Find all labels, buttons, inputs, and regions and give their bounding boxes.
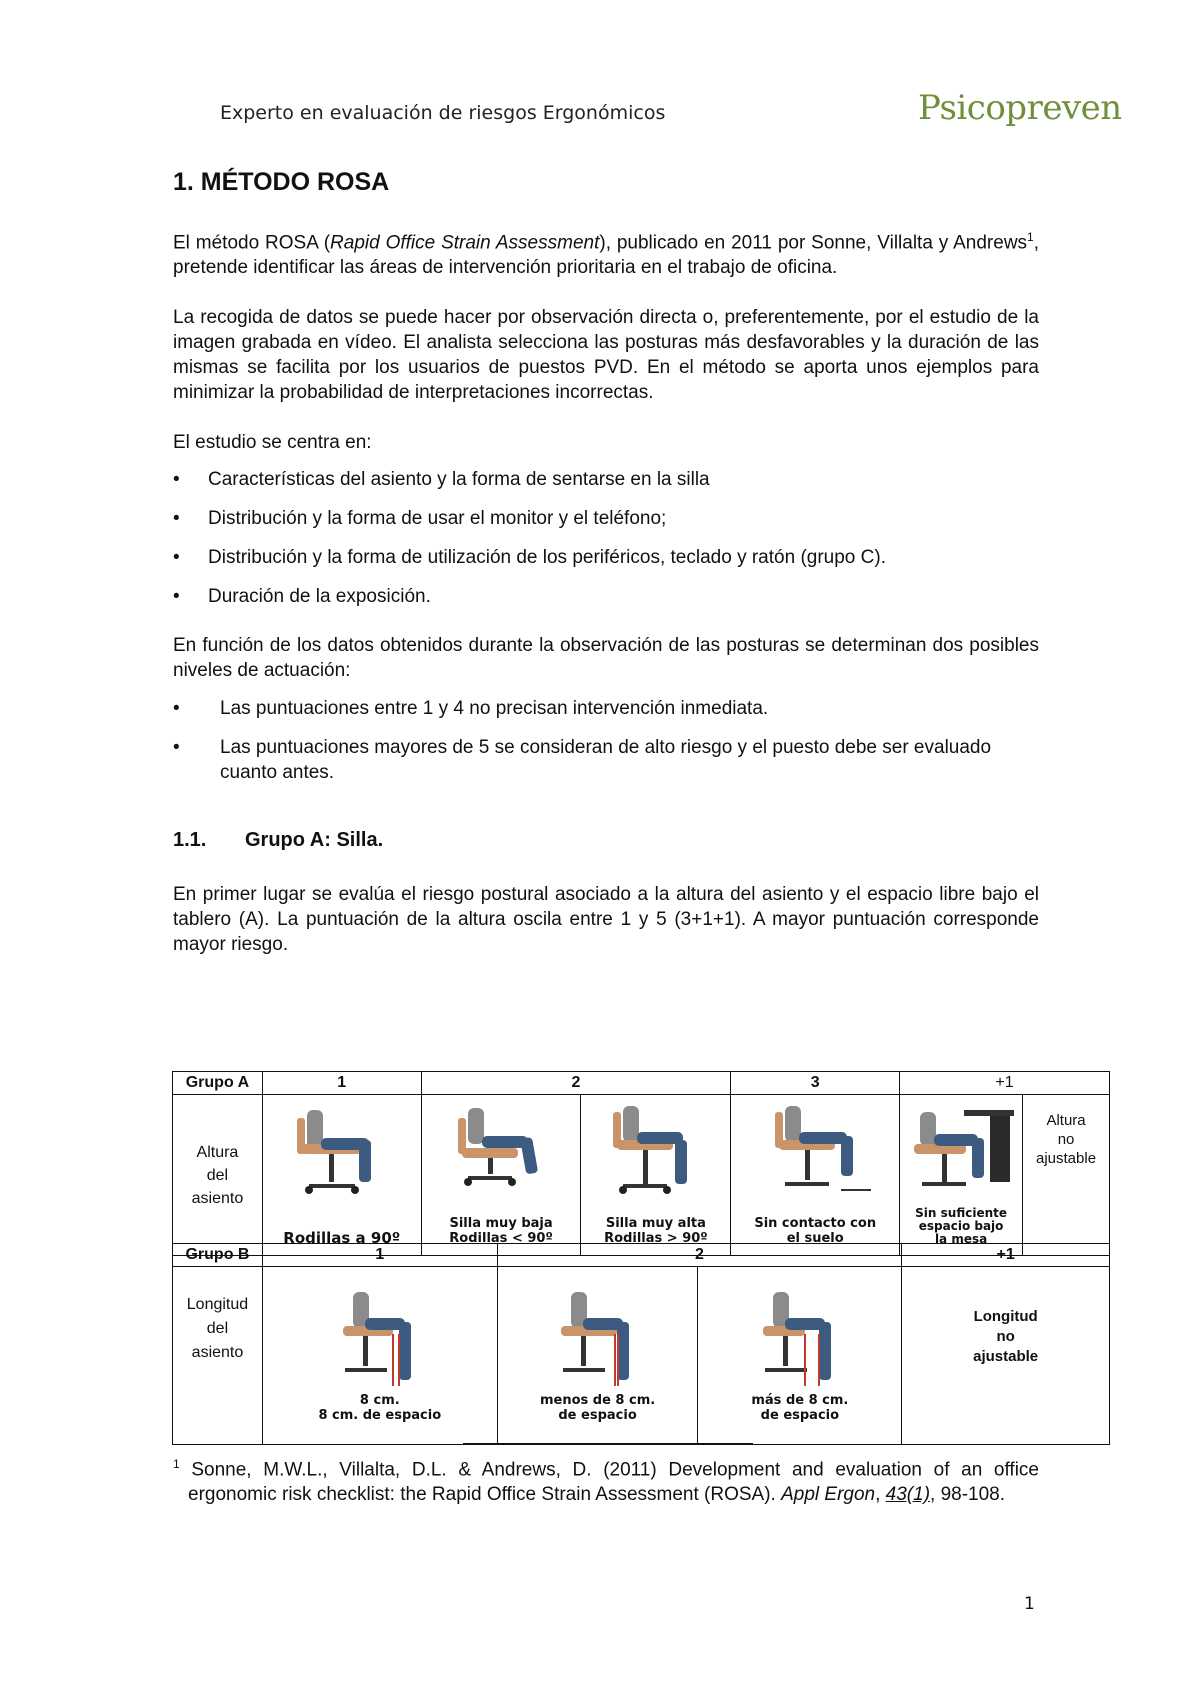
label-line: ajustable (973, 1348, 1039, 1365)
rosa-table (172, 1071, 1110, 1256)
label-line: del (206, 1166, 229, 1184)
levels-list (173, 696, 1039, 785)
score-cell: 1 (262, 1072, 421, 1095)
label-line: Longitud (186, 1296, 249, 1313)
posture-cell (497, 1267, 698, 1445)
list-item-text: Duración de la exposición. (208, 586, 431, 608)
score-cell: 1 (262, 1244, 497, 1267)
footnote-marker: 1 (173, 1457, 180, 1471)
label-line: del (206, 1320, 229, 1337)
method-full-name: Rapid Office Strain Assessment (330, 232, 600, 254)
text-run: Sonne, M.W.L., Villalta, D.L. & Andrews, D. (2011) Development and evaluation of an office ergonomic risk checklist: the Rapid Office Strain Assessment (ROSA). (188, 1459, 1039, 1506)
label-line: Altura (1046, 1112, 1086, 1129)
caption-line: Silla muy alta (605, 1216, 706, 1231)
bullet: • (173, 547, 180, 569)
list-item-text: Las puntuaciones entre 1 y 4 no precisan intervención inmediata. (220, 698, 769, 720)
intro-paragraph-4: En función de los datos obtenidos durante la observación de las posturas se determinan dos posibles niveles de actuación: (173, 635, 1039, 682)
bullet: • (173, 698, 180, 720)
table-row (173, 1267, 1110, 1445)
page-number: 1 (1024, 1594, 1035, 1614)
caption-line: Rodillas a 90º (283, 1229, 401, 1247)
caption-line: Rodillas < 90º (449, 1231, 553, 1246)
subsection-heading (173, 829, 1039, 852)
caption-line: Rodillas > 90º (604, 1231, 708, 1246)
caption-line: Sin contacto con (754, 1216, 877, 1231)
list-item (173, 545, 1039, 570)
group-b-label: Grupo B (173, 1244, 263, 1267)
section-heading: 1. MÉTODO ROSA (173, 168, 390, 196)
list-item-text: Las puntuaciones mayores de 5 se consideran de alto riesgo y el puesto debe ser evaluado cuanto antes. (220, 737, 992, 784)
score-cell: 2 (497, 1244, 902, 1267)
seat-depth-figure-icon (745, 1288, 855, 1388)
intro-paragraph-3: El estudio se centra en: (173, 432, 372, 454)
volume-link[interactable]: 43(1) (885, 1484, 931, 1506)
score-cell: +1 (902, 1244, 1110, 1267)
list-item (173, 506, 1039, 531)
label-line: asiento (191, 1344, 244, 1361)
journal-name: Appl Ergon (781, 1484, 876, 1506)
posture-caption (422, 1216, 581, 1246)
score-cell: 2 (421, 1072, 731, 1095)
list-item (173, 584, 1039, 609)
text-run: , 98-108. (930, 1484, 1006, 1506)
text-run: , pretende identificar las áreas de intervención prioritaria en el trabajo de oficina. (173, 232, 1040, 279)
caption-line: menos de 8 cm. (539, 1393, 656, 1408)
psicopreven-logo: Psicopreven (918, 88, 1122, 128)
posture-caption (698, 1393, 901, 1423)
seated-figure-icon (601, 1104, 711, 1200)
bullet: • (173, 469, 180, 491)
footnote-separator (463, 1443, 753, 1444)
posture-caption (263, 1393, 497, 1423)
label-line: ajustable (1036, 1150, 1097, 1167)
bullet: • (173, 586, 180, 608)
text-run: , (875, 1484, 886, 1506)
list-item-text: Distribución y la forma de usar el monitor y el teléfono; (208, 508, 667, 530)
desk-clearance-icon (906, 1104, 1016, 1200)
label-line: Longitud (973, 1308, 1038, 1325)
label-line: asiento (191, 1189, 244, 1207)
seated-figure-icon (446, 1104, 556, 1192)
caption-line: Sin suficiente (915, 1206, 1007, 1220)
posture-cell (731, 1095, 900, 1256)
posture-caption (498, 1393, 698, 1423)
list-item (173, 696, 1039, 721)
row-label-seat-height (173, 1095, 263, 1256)
intro-paragraph-1 (173, 225, 1039, 280)
list-item-text: Características del asiento y la forma de sentarse en la silla (208, 469, 710, 491)
caption-line: el suelo (786, 1231, 844, 1246)
caption-line: la mesa (934, 1232, 988, 1246)
list-item-text: Distribución y la forma de utilización de los periféricos, teclado y ratón (grupo C). (208, 547, 886, 569)
group-a-label: Grupo A (173, 1072, 263, 1095)
seat-depth-figure-icon (325, 1288, 435, 1388)
bullet: • (173, 508, 180, 530)
posture-cell (900, 1095, 1023, 1256)
label-line: no (996, 1328, 1015, 1345)
caption-line: 8 cm. (359, 1393, 400, 1408)
posture-caption (581, 1216, 730, 1246)
table-row (173, 1095, 1110, 1256)
depth-not-adjustable-cell (902, 1267, 1110, 1445)
label-line: no (1057, 1131, 1075, 1148)
caption-line: 8 cm. de espacio (318, 1408, 442, 1423)
caption-line: más de 8 cm. (751, 1393, 849, 1408)
posture-caption (900, 1207, 1022, 1246)
footnote-text (173, 1452, 1039, 1507)
posture-caption (731, 1216, 899, 1246)
seat-depth-figure-icon (543, 1288, 653, 1388)
posture-cell (421, 1095, 581, 1256)
seated-figure-icon (755, 1104, 875, 1198)
text-run: ), publicado en 2011 por Sonne, Villalta y Andrews (599, 232, 1028, 254)
running-header: Experto en evaluación de riesgos Ergonómicos (220, 102, 666, 124)
main-content (173, 168, 1039, 957)
posture-cell (698, 1267, 902, 1445)
bullet: • (173, 737, 180, 759)
posture-cell (262, 1267, 497, 1445)
score-cell: 3 (731, 1072, 900, 1095)
subsection-paragraph: En primer lugar se evalúa el riesgo postural asociado a la altura del asiento y el espacio libre bajo el tablero (A). La puntuación de la altura oscila entre 1 y 5 (3+1+1). A mayor puntuación corresponde mayor riesgo. (173, 884, 1039, 956)
height-not-adjustable-cell (1023, 1095, 1110, 1256)
table-row (173, 1072, 1110, 1095)
subsection-number: 1.1. (173, 829, 207, 852)
list-item (173, 735, 1039, 785)
text-run: El método ROSA ( (173, 232, 331, 254)
caption-line: de espacio (558, 1408, 637, 1423)
row-label-seat-depth (173, 1267, 263, 1445)
seated-figure-icon (287, 1104, 397, 1200)
label-line: Altura (196, 1143, 239, 1161)
focus-list (173, 467, 1039, 609)
rosa-table-group-b (172, 1243, 1110, 1445)
score-cell: +1 (900, 1072, 1110, 1095)
caption-line: espacio bajo (918, 1219, 1004, 1233)
caption-line: Silla muy baja (449, 1216, 553, 1231)
caption-line: de espacio (760, 1408, 840, 1423)
footnote-ref[interactable]: 1 (1027, 230, 1034, 244)
list-item (173, 467, 1039, 492)
posture-cell (581, 1095, 731, 1256)
intro-paragraph-2: La recogida de datos se puede hacer por observación directa o, preferentemente, por el estudio de la imagen grabada en vídeo. El analista selecciona las posturas más desfavorables y la duración de las mismas se facilita por los usuarios de puestos PVD. En el método se aporta unos ejemplos para minimizar la probabilidad de interpretaciones incorrectas. (173, 307, 1039, 404)
table-row (173, 1244, 1110, 1267)
subsection-title: Grupo A: Silla. (245, 829, 384, 852)
footnote (173, 1452, 1039, 1507)
posture-cell (262, 1095, 421, 1256)
